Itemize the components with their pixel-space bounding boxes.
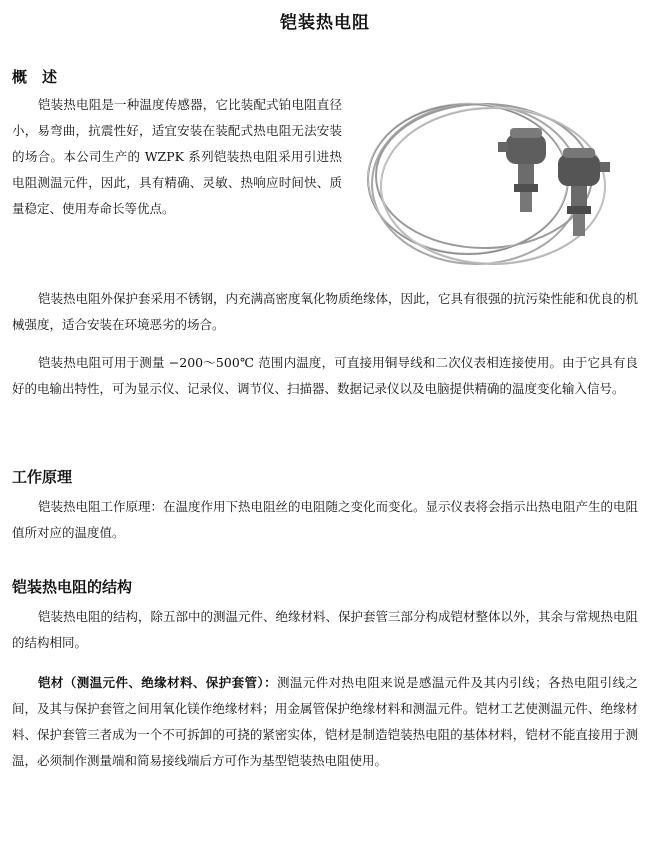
armored-material-body: 测温元件对热电阻来说是感温元件及其内引线；各热电阻引线之间，及其与保护套管之间用氧化镁作绝缘材料；用金属管保护绝缘材料和测温元件。铠材工艺使测温元件、绝缘材料、保护套管三者成为一个不可拆卸的可挠的紧密实体，铠材是制造铠装热电阻的基体材料，铠材不能直接用于测温，必须制作测量端和简易接线端后方可作为基型铠装热电阻使用。 bbox=[12, 675, 638, 768]
structure-paragraph-1: 铠装热电阻的结构，除五部中的测温元件、绝缘材料、保护套管三部分构成铠材整体以外，其余与常规热电阻的结构相同。 bbox=[12, 609, 639, 650]
principle-paragraph: 铠装热电阻工作原理：在温度作用下热电阻丝的电阻随之变化而变化。显示仪表将会指示出热电阻产生的电阻值所对应的温度值。 bbox=[12, 499, 639, 540]
connection-head-1 bbox=[498, 128, 546, 212]
overview-paragraph-1: 铠装热电阻是一种温度传感器，它比装配式铂电阻直径小，易弯曲，抗震性好，适宜安装在装配式热电阻无法安装的场合。本公司生产的 WZPK 系列铠装热电阻采用引进热电阻测温元件，因此，具有精确、灵敏、热响应时间快、质量稳定、使用寿命长等优点。 bbox=[12, 97, 342, 216]
section-heading-overview: 概 述 bbox=[12, 68, 58, 86]
section-heading-structure: 铠装热电阻的结构 bbox=[12, 578, 133, 596]
structure-paragraph-2 bbox=[12, 670, 638, 774]
armored-material-lead: 铠材（测温元件、绝缘材料、保护套管）： bbox=[38, 675, 277, 690]
armored-rtd-product-photo bbox=[358, 84, 640, 274]
overview-paragraph-3: 铠装热电阻可用于测量 −200～500℃ 范围内温度，可直接用铜导线和二次仪表相连接使用。由于它具有良好的电输出特性，可为显示仪、记录仪、调节仪、扫描器、数据记录仪以及电脑提供精确的温度变化输入信号。 bbox=[12, 355, 638, 396]
page-title: 铠装热电阻 bbox=[280, 13, 370, 33]
section-heading-principle: 工作原理 bbox=[12, 468, 73, 486]
overview-paragraph-2: 铠装热电阻外保护套采用不锈钢，内充满高密度氧化物质绝缘体，因此，它具有很强的抗污染性能和优良的机械强度，适合安装在环境恶劣的场合。 bbox=[12, 291, 639, 332]
